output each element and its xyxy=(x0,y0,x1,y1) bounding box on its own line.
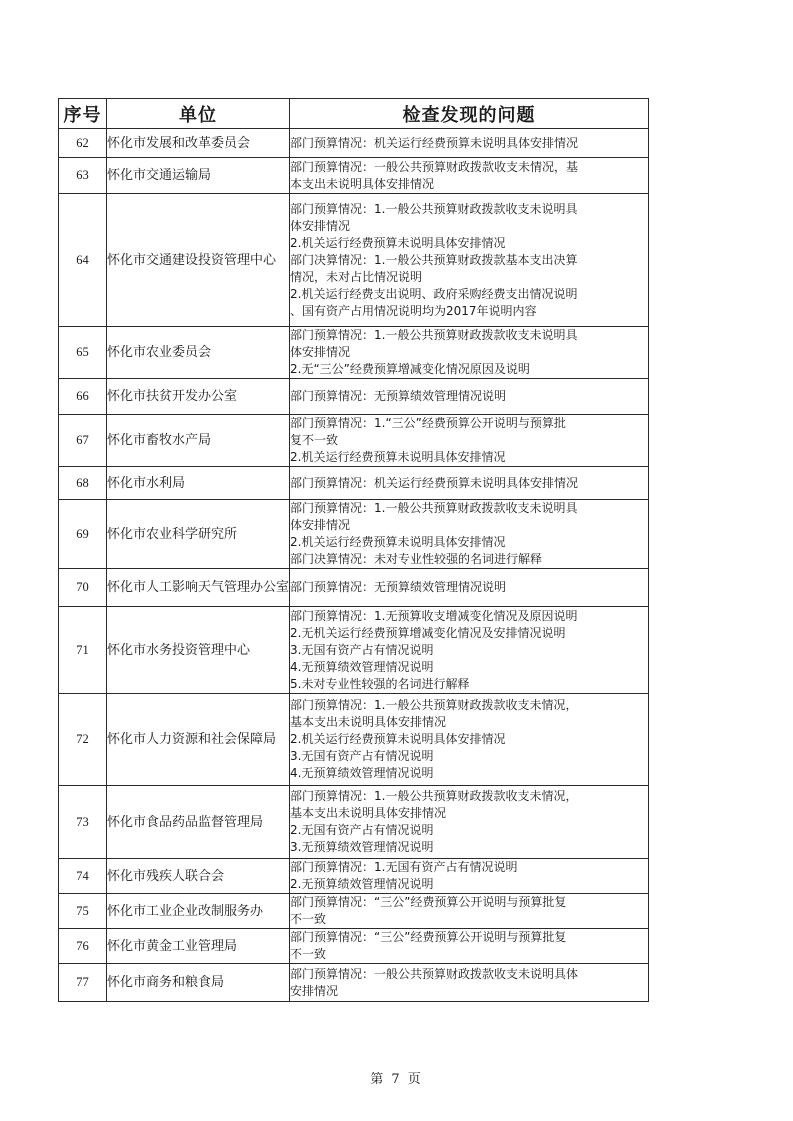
row-unit: 怀化市商务和粮食局 xyxy=(107,964,290,1002)
row-number: 75 xyxy=(59,894,107,929)
table-row xyxy=(59,569,649,607)
issue-line: 本支出未说明具体安排情况 xyxy=(290,176,435,191)
row-issue xyxy=(290,569,649,607)
row-unit: 怀化市交通建设投资管理中心 xyxy=(107,194,290,327)
issue-line: 2.无机关运行经费预算增减变化情况及安排情况说明 xyxy=(290,625,566,640)
issue-line: 部门预算情况：一般公共预算财政拨款收支未说明具体 xyxy=(290,966,579,981)
table-row xyxy=(59,859,649,894)
row-number: 65 xyxy=(59,327,107,379)
issue-line: 3.无国有资产占有情况说明 xyxy=(290,749,434,763)
issue-line: 部门预算情况：1.一般公共预算财政拨款收支未情况， xyxy=(290,698,578,712)
row-issue xyxy=(290,379,649,415)
row-unit: 怀化市人工影响天气管理办公室 xyxy=(107,569,290,607)
issue-line: 4.无预算绩效管理情况说明 xyxy=(290,659,434,674)
issue-line: 4.无预算绩效管理情况说明 xyxy=(290,766,434,780)
row-unit: 怀化市残疾人联合会 xyxy=(107,859,290,894)
issue-line: 安排情况 xyxy=(290,983,339,998)
row-number: 72 xyxy=(59,694,107,786)
issue-line: 部门预算情况：机关运行经费预算未说明具体安排情况 xyxy=(290,135,579,150)
row-number: 76 xyxy=(59,929,107,964)
row-issue xyxy=(290,327,649,379)
row-unit: 怀化市黄金工业管理局 xyxy=(107,929,290,964)
issue-line: 2.机关运行经费预算未说明具体安排情况 xyxy=(290,732,506,746)
issue-line: 2.无预算绩效管理情况说明 xyxy=(290,877,434,891)
row-number: 70 xyxy=(59,569,107,607)
row-unit: 怀化市畜牧水产局 xyxy=(107,415,290,467)
row-issue xyxy=(290,894,649,929)
issue-line: 基本支出未说明具体安排情况 xyxy=(290,715,447,729)
issue-line: 部门预算情况：无预算绩效管理情况说明 xyxy=(290,389,507,403)
row-unit: 怀化市发展和改革委员会 xyxy=(107,129,290,158)
row-number: 62 xyxy=(59,129,107,158)
issue-line: 5.未对专业性较强的名词进行解释 xyxy=(290,676,470,691)
row-issue xyxy=(290,500,649,569)
issue-line: 2.机关运行经费支出说明、政府采购经费支出情况说明 xyxy=(290,286,578,301)
row-issue xyxy=(290,964,649,1002)
row-unit: 怀化市人力资源和社会保障局 xyxy=(107,694,290,786)
inspection-table xyxy=(58,98,649,1002)
table-row xyxy=(59,694,649,786)
issue-line: 不一致 xyxy=(290,912,327,926)
header-unit: 单位 xyxy=(107,99,290,129)
table-header-row xyxy=(59,99,649,129)
issue-line: 部门预算情况：“三公”经费预算公开说明与预算批复 xyxy=(290,895,567,909)
issue-line: 3.无预算绩效管理情况说明 xyxy=(290,840,434,854)
issue-line: 部门预算情况：一般公共预算财政拨款收支未情况，基 xyxy=(290,159,579,174)
row-unit: 怀化市工业企业改制服务办 xyxy=(107,894,290,929)
row-number: 77 xyxy=(59,964,107,1002)
issue-line: 2.无国有资产占有情况说明 xyxy=(290,823,434,837)
table-row xyxy=(59,158,649,194)
table-row xyxy=(59,467,649,500)
issue-line: 部门决算情况：1.一般公共预算财政拨款基本支出决算 xyxy=(290,252,578,267)
row-issue xyxy=(290,129,649,158)
row-number: 63 xyxy=(59,158,107,194)
table-row xyxy=(59,929,649,964)
issue-line: 2.机关运行经费预算未说明具体安排情况 xyxy=(290,450,506,464)
row-issue xyxy=(290,415,649,467)
issue-line: 情况，未对占比情况说明 xyxy=(290,269,423,284)
table-row xyxy=(59,129,649,158)
issue-line: 3.无国有资产占有情况说明 xyxy=(290,642,434,657)
row-issue xyxy=(290,929,649,964)
table-row xyxy=(59,894,649,929)
header-issue: 检查发现的问题 xyxy=(290,99,649,129)
page-number: 第 7 页 xyxy=(370,1072,423,1087)
issue-line: 部门预算情况：1.一般公共预算财政拨款收支未说明具 xyxy=(290,328,578,342)
row-issue xyxy=(290,859,649,894)
table-row xyxy=(59,327,649,379)
issue-line: 体安排情况 xyxy=(290,518,351,532)
issue-line: 部门预算情况：无预算绩效管理情况说明 xyxy=(290,580,507,594)
row-unit: 怀化市农业科学研究所 xyxy=(107,500,290,569)
row-number: 73 xyxy=(59,786,107,859)
table-row xyxy=(59,786,649,859)
table-row xyxy=(59,500,649,569)
issue-line: 2.机关运行经费预算未说明具体安排情况 xyxy=(290,535,506,549)
issue-line: 部门预算情况：1.一般公共预算财政拨款收支未说明具 xyxy=(290,201,578,216)
issue-line: 部门预算情况：1.“三公”经费预算公开说明与预算批 xyxy=(290,416,566,430)
row-issue xyxy=(290,467,649,500)
issue-line: 部门预算情况：1.一般公共预算财政拨款收支未说明具 xyxy=(290,501,578,515)
issue-line: 部门预算情况：1.无国有资产占有情况说明 xyxy=(290,860,518,874)
issue-line: 2.无“三公”经费预算增减变化情况原因及说明 xyxy=(290,362,530,376)
row-issue xyxy=(290,158,649,194)
header-num: 序号 xyxy=(59,99,107,129)
row-number: 69 xyxy=(59,500,107,569)
issue-line: 部门预算情况：1.无预算收支增减变化情况及原因说明 xyxy=(290,608,578,623)
table-row xyxy=(59,415,649,467)
row-unit: 怀化市水务投资管理中心 xyxy=(107,607,290,694)
issue-line: 体安排情况 xyxy=(290,345,351,359)
table-row xyxy=(59,194,649,327)
issue-line: 部门预算情况：机关运行经费预算未说明具体安排情况 xyxy=(290,475,579,490)
row-issue xyxy=(290,694,649,786)
issue-line: 体安排情况 xyxy=(290,218,351,233)
issue-line: 复不一致 xyxy=(290,433,339,447)
row-unit: 怀化市水利局 xyxy=(107,467,290,500)
row-unit: 怀化市食品药品监督管理局 xyxy=(107,786,290,859)
row-issue xyxy=(290,194,649,327)
row-number: 71 xyxy=(59,607,107,694)
issue-line: 基本支出未说明具体安排情况 xyxy=(290,806,447,820)
row-number: 64 xyxy=(59,194,107,327)
row-unit: 怀化市交通运输局 xyxy=(107,158,290,194)
row-issue xyxy=(290,607,649,694)
row-unit: 怀化市农业委员会 xyxy=(107,327,290,379)
table-row xyxy=(59,607,649,694)
row-number: 74 xyxy=(59,859,107,894)
issue-line: 、国有资产占用情况说明均为2017年说明内容 xyxy=(290,303,537,318)
row-number: 67 xyxy=(59,415,107,467)
issue-line: 部门决算情况：未对专业性较强的名词进行解释 xyxy=(290,552,543,566)
row-unit: 怀化市扶贫开发办公室 xyxy=(107,379,290,415)
issue-line: 不一致 xyxy=(290,947,327,961)
row-number: 68 xyxy=(59,467,107,500)
table-row xyxy=(59,379,649,415)
table-body xyxy=(59,129,649,1002)
row-issue xyxy=(290,786,649,859)
issue-line: 部门预算情况：1.一般公共预算财政拨款收支未情况， xyxy=(290,789,578,803)
row-number: 66 xyxy=(59,379,107,415)
issue-line: 2.机关运行经费预算未说明具体安排情况 xyxy=(290,235,506,250)
issue-line: 部门预算情况：“三公”经费预算公开说明与预算批复 xyxy=(290,930,567,944)
table-row xyxy=(59,964,649,1002)
